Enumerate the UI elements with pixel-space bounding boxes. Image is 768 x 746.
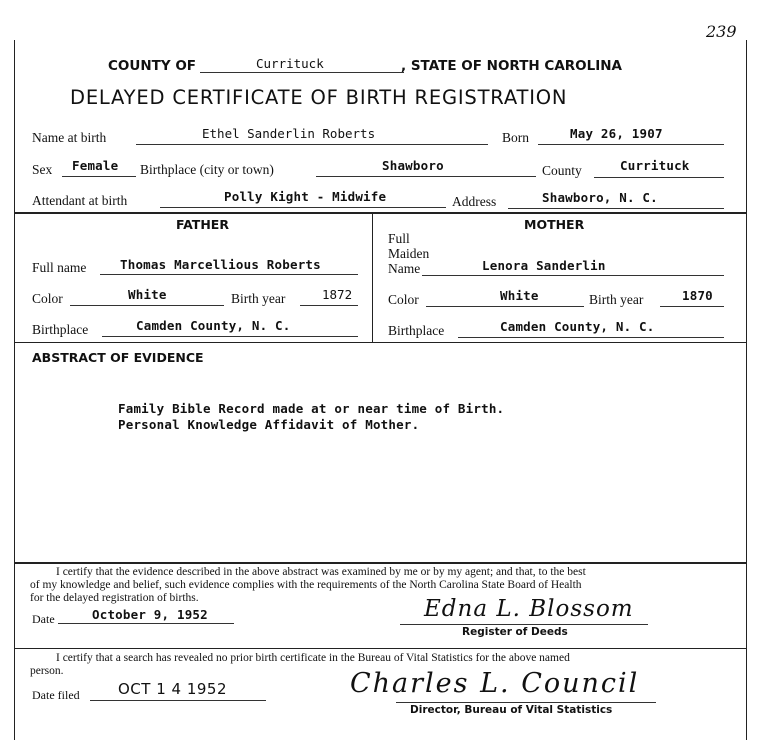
certify2-line-2: person. <box>30 665 64 677</box>
county-field-underline <box>594 177 724 178</box>
register-signature: Edna L. Blossom <box>424 596 634 622</box>
certify2-date-underline <box>90 700 266 701</box>
mother-birthplace-value: Camden County, N. C. <box>500 319 655 334</box>
mother-birthplace-underline <box>458 337 724 338</box>
county-label: COUNTY OF <box>108 58 197 74</box>
sex-label: Sex <box>32 162 53 177</box>
mother-color-value: White <box>500 288 539 303</box>
mother-name-label: Name <box>388 261 421 276</box>
mother-heading: MOTHER <box>524 217 585 232</box>
birthplace-label: Birthplace (city or town) <box>140 162 274 177</box>
county-value: Currituck <box>256 56 324 71</box>
father-fullname-underline <box>100 274 358 275</box>
certificate-title: DELAYED CERTIFICATE OF BIRTH REGISTRATION <box>70 86 568 109</box>
father-color-label: Color <box>32 291 63 306</box>
register-signature-line <box>400 624 648 625</box>
form-right-border <box>746 40 747 740</box>
certify2-date-value: OCT 1 4 1952 <box>118 680 228 698</box>
register-title: Register of Deeds <box>462 626 568 638</box>
father-color-value: White <box>128 287 167 302</box>
father-birthyear-value: 1872 <box>322 287 353 302</box>
attendant-value: Polly Kight - Midwife <box>224 189 387 204</box>
name-at-birth-value: Ethel Sanderlin Roberts <box>202 126 376 141</box>
state-label: , STATE OF NORTH CAROLINA <box>401 58 623 74</box>
evidence-heading: ABSTRACT OF EVIDENCE <box>32 350 204 365</box>
certify2-line-1: I certify that a search has revealed no prior birth certificate in the Bureau of Vital Statistics for the above named <box>56 652 570 664</box>
name-underline <box>136 144 488 145</box>
mother-birthyear-underline <box>660 306 724 307</box>
parents-top-rule <box>14 212 746 214</box>
address-label: Address <box>452 194 497 209</box>
county-underline <box>200 72 404 73</box>
father-fullname-value: Thomas Marcellious Roberts <box>120 257 321 272</box>
parents-bottom-rule <box>14 342 746 343</box>
sex-value: Female <box>72 158 119 173</box>
attendant-underline <box>160 207 446 208</box>
mother-color-label: Color <box>388 292 419 307</box>
county-field-value: Currituck <box>620 158 690 173</box>
director-title: Director, Bureau of Vital Statistics <box>410 704 613 716</box>
father-birthplace-value: Camden County, N. C. <box>136 318 291 333</box>
mother-fullname-underline <box>422 275 724 276</box>
address-value: Shawboro, N. C. <box>542 190 658 205</box>
certify1-date-underline <box>58 623 234 624</box>
born-label: Born <box>502 130 529 145</box>
birthplace-value: Shawboro <box>382 158 444 173</box>
father-heading: FATHER <box>176 217 229 232</box>
father-birthplace-label: Birthplace <box>32 322 89 337</box>
form-left-border <box>14 40 15 740</box>
born-underline <box>538 144 724 145</box>
address-underline <box>508 208 724 209</box>
certify1-line-2: of my knowledge and belief, such evidence complies with the requirements of the North Carolina State Board of Health <box>30 579 582 591</box>
certify2-top-rule <box>14 648 746 649</box>
mother-birthyear-value: 1870 <box>682 288 713 303</box>
director-signature-line <box>396 702 656 703</box>
certify1-line-3: for the delayed registration of births. <box>30 592 199 604</box>
certify2-date-label: Date filed <box>32 688 80 702</box>
certify1-date-value: October 9, 1952 <box>92 607 208 622</box>
father-birthyear-underline <box>300 305 358 306</box>
mother-birthyear-label: Birth year <box>589 292 644 307</box>
father-birthplace-underline <box>102 336 358 337</box>
born-value: May 26, 1907 <box>570 126 663 141</box>
mother-maiden-label: Maiden <box>388 246 430 261</box>
mother-full-label: Full <box>388 231 410 246</box>
evidence-line-2: Personal Knowledge Affidavit of Mother. <box>118 417 420 432</box>
page-number: 239 <box>706 22 737 41</box>
sex-underline <box>62 176 136 177</box>
birthplace-underline <box>316 176 536 177</box>
father-fullname-label: Full name <box>32 260 87 275</box>
name-at-birth-label: Name at birth <box>32 130 107 145</box>
father-color-underline <box>70 305 224 306</box>
father-birthyear-label: Birth year <box>231 291 286 306</box>
mother-fullname-value: Lenora Sanderlin <box>482 258 606 273</box>
director-signature: Charles L. Council <box>350 668 640 699</box>
mother-color-underline <box>426 306 584 307</box>
mother-birthplace-label: Birthplace <box>388 323 445 338</box>
certify1-line-1: I certify that the evidence described in the above abstract was examined by me or by my agent; and that, to the best <box>56 566 586 578</box>
parents-divider <box>372 212 373 342</box>
county-field-label: County <box>542 163 582 178</box>
evidence-line-1: Family Bible Record made at or near time of Birth. <box>118 401 505 416</box>
attendant-label: Attendant at birth <box>32 193 128 208</box>
certify1-date-label: Date <box>32 612 55 626</box>
certify1-top-rule <box>14 562 746 564</box>
